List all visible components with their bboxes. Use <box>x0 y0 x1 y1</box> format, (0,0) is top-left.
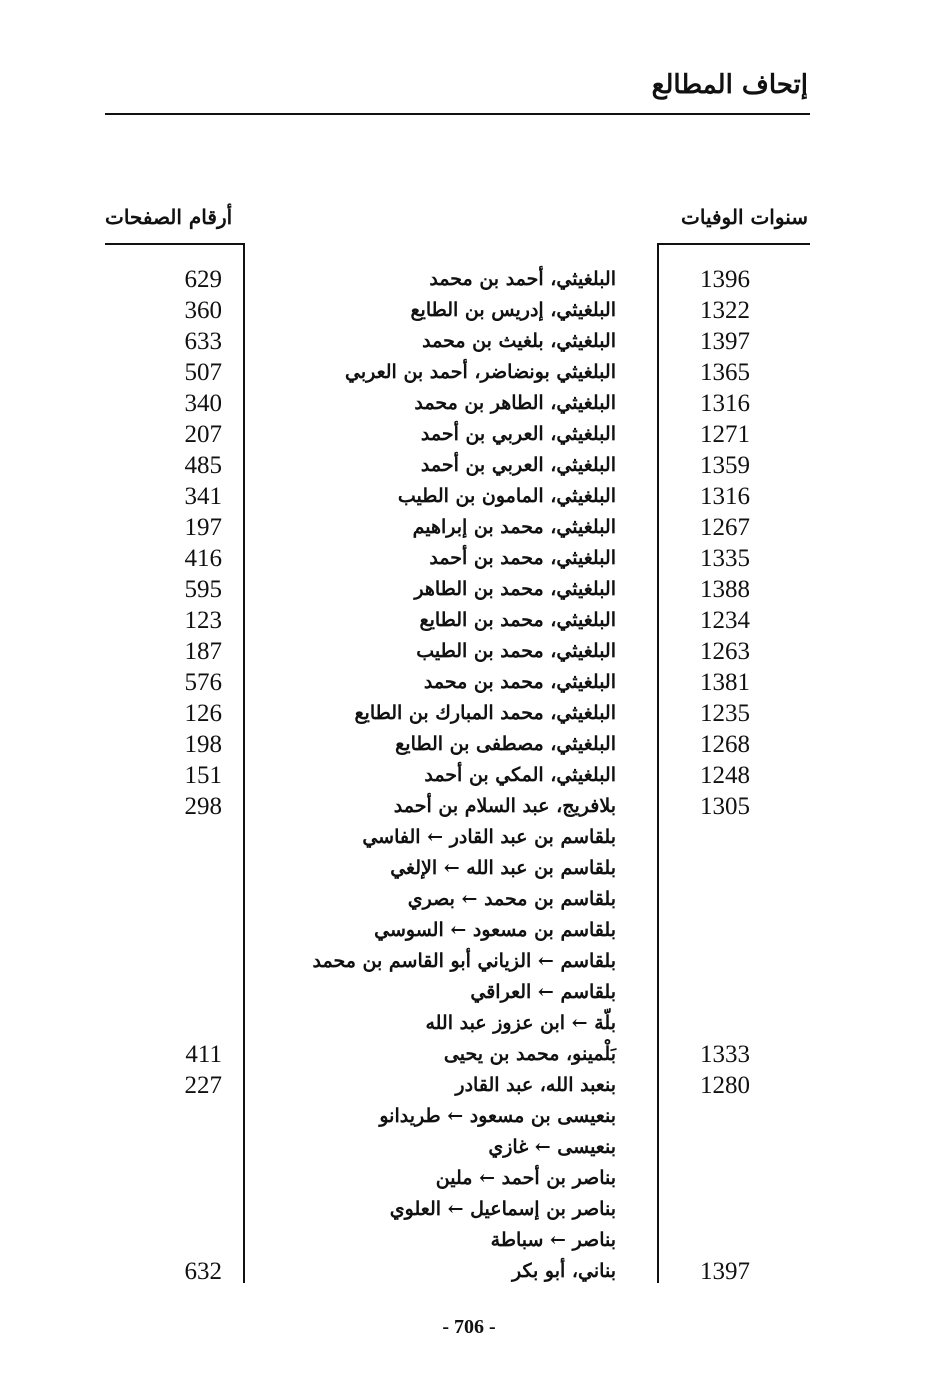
person-name: بلقاسم بن عبد الله ← الإلغي <box>390 857 616 879</box>
person-name: بناني، أبو بكر <box>512 1260 616 1282</box>
index-row <box>0 1256 938 1287</box>
index-row <box>0 822 938 853</box>
index-row <box>0 791 938 822</box>
page-reference: 360 <box>184 297 222 324</box>
index-row <box>0 760 938 791</box>
person-name: بلقاسم ← الزياني أبو القاسم بن محمد <box>312 950 616 972</box>
index-row <box>0 388 938 419</box>
person-name: البلغيثي، مصطفى بن الطايع <box>395 733 616 755</box>
index-row <box>0 543 938 574</box>
page-reference: 198 <box>184 731 222 758</box>
person-name: البلغيثي، العربي بن أحمد <box>420 423 616 445</box>
death-year: 1316 <box>700 390 750 417</box>
person-name: البلغيثي، إدريس بن الطايع <box>410 299 616 321</box>
death-year: 1359 <box>700 452 750 479</box>
years-column-rule-top <box>657 243 810 245</box>
person-name: بلافريج، عبد السلام بن أحمد <box>393 795 616 817</box>
death-year: 1335 <box>700 545 750 572</box>
header-rule <box>105 113 810 115</box>
index-row <box>0 1132 938 1163</box>
person-name: البلغيثي، أحمد بن محمد <box>429 268 616 290</box>
index-row <box>0 1070 938 1101</box>
page-reference: 227 <box>184 1072 222 1099</box>
death-year: 1365 <box>700 359 750 386</box>
person-name: بلقاسم ← العراقي <box>470 981 616 1003</box>
page-reference: 632 <box>184 1258 222 1285</box>
person-name: البلغيثي، محمد بن الطايع <box>419 609 616 631</box>
index-row <box>0 636 938 667</box>
page-reference: 633 <box>184 328 222 355</box>
death-year: 1381 <box>700 669 750 696</box>
page-reference: 298 <box>184 793 222 820</box>
death-year: 1234 <box>700 607 750 634</box>
death-year: 1248 <box>700 762 750 789</box>
death-year: 1322 <box>700 297 750 324</box>
index-row <box>0 481 938 512</box>
page-reference: 576 <box>184 669 222 696</box>
index-row <box>0 729 938 760</box>
death-year: 1396 <box>700 266 750 293</box>
page-reference: 340 <box>184 390 222 417</box>
page-reference: 123 <box>184 607 222 634</box>
death-year: 1397 <box>700 328 750 355</box>
page-reference: 595 <box>184 576 222 603</box>
page-reference: 197 <box>184 514 222 541</box>
page-reference: 629 <box>184 266 222 293</box>
index-row <box>0 264 938 295</box>
person-name: البلغيثي، المكي بن أحمد <box>424 764 616 786</box>
person-name: البلغيثي، محمد بن إبراهيم <box>412 516 616 538</box>
person-name: البلغيثي، محمد بن محمد <box>423 671 616 693</box>
page-reference: 151 <box>184 762 222 789</box>
index-row <box>0 884 938 915</box>
index-row <box>0 450 938 481</box>
person-name: البلغيثي، محمد بن أحمد <box>429 547 616 569</box>
death-year: 1305 <box>700 793 750 820</box>
index-row <box>0 1008 938 1039</box>
person-name: بنعيسى ← غازي <box>488 1136 616 1158</box>
person-name: البلغيثي، بلغيث بن محمد <box>422 330 616 352</box>
index-row <box>0 1101 938 1132</box>
index-row <box>0 1194 938 1225</box>
person-name: بناصر بن أحمد ← ملين <box>435 1167 616 1189</box>
pages-column-rule-top <box>105 243 245 245</box>
death-year: 1397 <box>700 1258 750 1285</box>
index-row <box>0 574 938 605</box>
person-name: بناصر ← سباطة <box>490 1229 616 1251</box>
person-name: بناصر بن إسماعيل ← العلوي <box>389 1198 616 1220</box>
page-reference: 187 <box>184 638 222 665</box>
index-row <box>0 295 938 326</box>
page-reference: 411 <box>185 1041 222 1068</box>
death-year: 1316 <box>700 483 750 510</box>
death-year: 1271 <box>700 421 750 448</box>
page-reference: 416 <box>184 545 222 572</box>
page-reference: 207 <box>184 421 222 448</box>
page-reference: 126 <box>184 700 222 727</box>
person-name: البلغيثي، محمد بن الطيب <box>416 640 616 662</box>
person-name: البلغيثي بونضاضر، أحمد بن العربي <box>344 361 616 383</box>
page-header-title: إتحاف المطالع <box>651 70 808 100</box>
person-name: بلقاسم بن مسعود ← السوسي <box>374 919 616 941</box>
page-reference: 507 <box>184 359 222 386</box>
person-name: البلغيثي، محمد المبارك بن الطايع <box>354 702 616 724</box>
page-reference: 341 <box>184 483 222 510</box>
person-name: البلغيثي، الطاهر بن محمد <box>414 392 616 414</box>
person-name: البلغيثي، محمد بن الطاهر <box>414 578 616 600</box>
index-row <box>0 667 938 698</box>
entries-list <box>0 264 938 1287</box>
person-name: بلقاسم بن عبد القادر ← الفاسي <box>362 826 616 848</box>
index-row <box>0 326 938 357</box>
person-name: بنعبد الله، عبد القادر <box>455 1074 616 1096</box>
page-number: - 706 - <box>442 1316 496 1338</box>
person-name: بلّة ← ابن عزوز عبد الله <box>425 1012 616 1034</box>
index-row <box>0 853 938 884</box>
person-name: بنعيسى بن مسعود ← طريدانو <box>379 1105 616 1127</box>
death-year: 1267 <box>700 514 750 541</box>
index-row <box>0 946 938 977</box>
index-row <box>0 512 938 543</box>
death-year: 1268 <box>700 731 750 758</box>
person-name: بَلْمينو، محمد بن يحيى <box>443 1043 616 1065</box>
person-name: البلغيثي، المامون بن الطيب <box>397 485 616 507</box>
index-row <box>0 357 938 388</box>
index-row <box>0 605 938 636</box>
index-row <box>0 1225 938 1256</box>
person-name: البلغيثي، العربي بن أحمد <box>420 454 616 476</box>
index-row <box>0 1163 938 1194</box>
pages-column-heading: أرقام الصفحات <box>105 205 233 229</box>
index-row <box>0 698 938 729</box>
person-name: بلقاسم بن محمد ← بصري <box>407 888 616 910</box>
death-year: 1263 <box>700 638 750 665</box>
index-row <box>0 1039 938 1070</box>
index-row <box>0 977 938 1008</box>
index-row <box>0 915 938 946</box>
years-column-heading: سنوات الوفيات <box>681 205 808 229</box>
page-reference: 485 <box>184 452 222 479</box>
death-year: 1388 <box>700 576 750 603</box>
index-row <box>0 419 938 450</box>
death-year: 1280 <box>700 1072 750 1099</box>
death-year: 1333 <box>700 1041 750 1068</box>
death-year: 1235 <box>700 700 750 727</box>
